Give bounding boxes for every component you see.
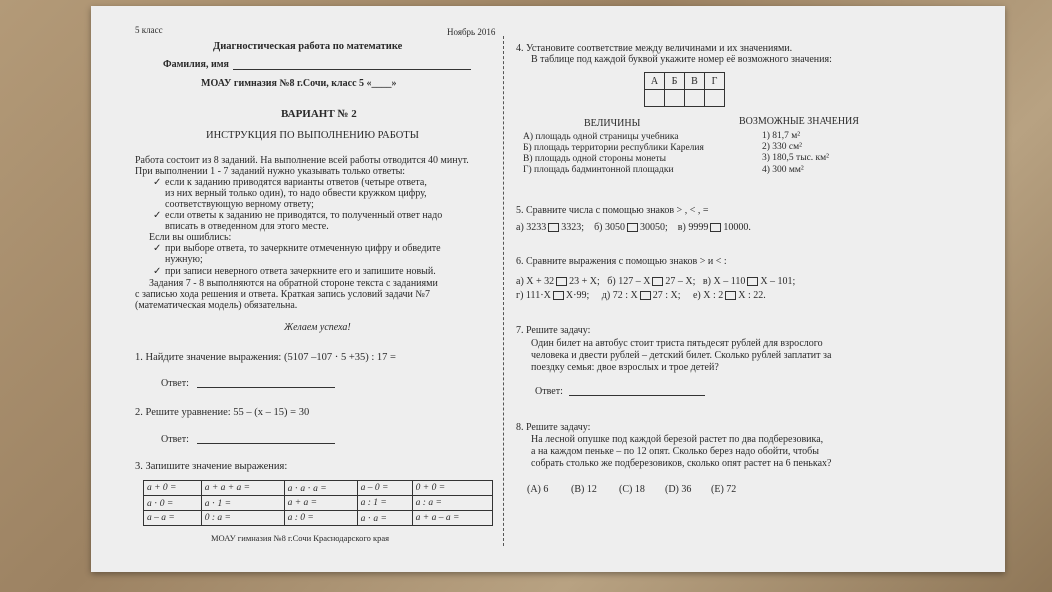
table-cell[interactable]: а + а – а = <box>412 511 492 526</box>
table-row <box>144 481 493 496</box>
instr-p3b: с записью хода решения и ответа. Краткая запись условий задачи №7 <box>135 289 430 300</box>
instr-bullet1: ✓ если к заданию приводятся варианты ответов (четыре ответа, <box>153 177 427 188</box>
task8-label: 8. Решите задачу: <box>516 422 591 433</box>
table-cell[interactable]: а ⋅ а = <box>357 511 412 526</box>
task4-col2: ВОЗМОЖНЫЕ ЗНАЧЕНИЯ <box>739 116 859 127</box>
name-label: Фамилия, имя <box>163 59 229 70</box>
check-icon: ✓ <box>153 210 162 221</box>
instr-errors: Если вы ошиблись: <box>149 232 232 243</box>
compare-box[interactable] <box>556 277 567 286</box>
check-icon: ✓ <box>153 177 162 188</box>
task7-line3: поездку семья: двое взрослых и трое детей? <box>531 362 719 373</box>
task5-a-left: а) 3233 <box>516 222 547 233</box>
compare-box[interactable] <box>553 291 564 300</box>
instr-bullet3b: нужную; <box>165 254 203 265</box>
compare-box[interactable] <box>640 291 651 300</box>
table-cell[interactable]: а – 0 = <box>357 481 412 496</box>
task3-label: 3. Запишите значение выражения: <box>135 461 288 472</box>
task6-e-right: 27 : Х; <box>652 290 681 301</box>
task5-row <box>516 222 751 233</box>
table-cell[interactable]: а ⋅ 1 = <box>201 496 284 511</box>
check-icon: ✓ <box>153 243 162 254</box>
task8-option-e[interactable]: (Е) 72 <box>711 484 737 495</box>
worksheet <box>91 6 1005 572</box>
compare-box[interactable] <box>725 291 736 300</box>
instr-p2: При выполнении 1 - 7 заданий нужно указывать только ответы: <box>135 166 406 177</box>
task6-row1 <box>516 276 795 287</box>
table-header: А <box>645 73 665 90</box>
task4-value-1: 1) 81,7 м² <box>762 131 801 141</box>
task8-option-d[interactable]: (D) 36 <box>665 484 692 495</box>
task5-a-right: 3323; <box>561 222 585 233</box>
instr-bullet2: ✓ если ответы к заданию не приводятся, то полученный ответ надо <box>153 210 443 221</box>
variant-title: ВАРИАНТ № 2 <box>281 108 357 120</box>
task7-line2: человека и двести рублей – детский билет. Сколько рублей заплатит за <box>531 350 832 361</box>
instr-bullet1b: из них верный только один), то надо обвести кружком цифру, <box>165 188 427 199</box>
table-cell[interactable]: а : 0 = <box>284 511 357 526</box>
grade-label: 5 класс <box>135 25 163 35</box>
table-cell[interactable]: а + 0 = <box>144 481 202 496</box>
task6-d-left: г) 111⋅Х <box>516 290 551 301</box>
task4-answer-table <box>644 72 725 107</box>
task6-a-right: 23 + Х; <box>569 276 600 287</box>
task1-answer-line[interactable] <box>197 387 335 388</box>
doc-title: Диагностическая работа по математике <box>213 41 403 52</box>
instr-bullet1c: соответствующую верному ответу; <box>165 199 314 210</box>
instr-bullet4: ✓ при записи неверного ответа зачеркните его и запишите новый. <box>153 266 436 277</box>
table-row <box>144 496 493 511</box>
task2-answer-line[interactable] <box>197 443 335 444</box>
answer-cell[interactable] <box>705 90 725 107</box>
task2-answer-label: Ответ: <box>161 434 189 445</box>
page-footer: МОАУ гимназия №8 г.Сочи Краснодарского края <box>211 533 390 543</box>
task4-item-a: А) площадь одной страницы учебника <box>523 132 679 142</box>
table-cell[interactable]: а + а + а = <box>201 481 284 496</box>
school-label: МОАУ гимназия №8 г.Сочи, класс 5 «____» <box>201 78 397 89</box>
task4-value-4: 4) 300 мм² <box>762 165 804 175</box>
task6-e-left: д) 72 : Х <box>601 290 638 301</box>
compare-box[interactable] <box>548 223 559 232</box>
task8-option-b[interactable]: (В) 12 <box>571 484 597 495</box>
task7-label: 7. Решите задачу: <box>516 325 591 336</box>
instr-bullet2b: вписать в отведенном для этого месте. <box>165 221 329 232</box>
task3-table <box>143 480 493 526</box>
task4-col1: ВЕЛИЧИНЫ <box>584 118 641 129</box>
date-label: Ноябрь 2016 <box>447 27 496 37</box>
table-header: Б <box>665 73 685 90</box>
table-cell[interactable]: а + а = <box>284 496 357 511</box>
task6-label: 6. Сравните выражения с помощью знаков > и < : <box>516 256 727 267</box>
answer-cell[interactable] <box>645 90 665 107</box>
task6-row2 <box>516 290 766 301</box>
task8-option-c[interactable]: (С) 18 <box>619 484 645 495</box>
task2-label: 2. Решите уравнение: 55 – (х – 15) = 30 <box>135 407 310 418</box>
table-row <box>645 90 725 107</box>
task1-answer-label: Ответ: <box>161 378 189 389</box>
table-cell[interactable]: а : 1 = <box>357 496 412 511</box>
compare-box[interactable] <box>652 277 663 286</box>
compare-box[interactable] <box>747 277 758 286</box>
task4-item-c: В) площадь одной стороны монеты <box>523 154 667 164</box>
task5-label: 5. Сравните числа с помощью знаков > , < , = <box>516 205 709 216</box>
table-cell[interactable]: а – а = <box>144 511 202 526</box>
instr-p3c: (математическая модель) обязательна. <box>135 300 298 311</box>
task1-label: 1. Найдите значение выражения: (5107 –107 ⋅ 5 +35) : 17 = <box>135 352 396 363</box>
task4-value-3: 3) 180,5 тыс. км² <box>762 153 830 163</box>
task5-c-right: 10000. <box>723 222 751 233</box>
check-icon: ✓ <box>153 266 162 277</box>
task6-d-right: Х⋅99; <box>565 290 590 301</box>
compare-box[interactable] <box>627 223 638 232</box>
table-row <box>144 511 493 526</box>
task6-b-right: 27 – Х; <box>665 276 696 287</box>
task4-label: 4. Установите соответствие между величинами и их значениями. <box>516 43 793 54</box>
table-header: Г <box>705 73 725 90</box>
task4-item-b: Б) площадь территории республики Карелия <box>523 143 704 153</box>
task4-item-d: Г) площадь бадминтонной площадки <box>523 165 674 175</box>
task5-c-left: в) 9999 <box>677 222 709 233</box>
task6-c-right: Х – 101; <box>760 276 796 287</box>
table-cell[interactable]: а ⋅ а ⋅ а = <box>284 481 357 496</box>
task5-b-left: б) 3050 <box>594 222 625 233</box>
instr-bullet3: ✓ при выборе ответа, то зачеркните отмеченную цифру и обведите <box>153 243 441 254</box>
table-cell[interactable]: 0 : а = <box>201 511 284 526</box>
answer-cell[interactable] <box>665 90 685 107</box>
page-divider <box>503 36 505 546</box>
table-cell[interactable]: а : а = <box>412 496 492 511</box>
task6-b-left: б) 127 – Х <box>607 276 651 287</box>
instr-p1: Работа состоит из 8 заданий. На выполнение всей работы отводится 40 минут. <box>135 155 469 166</box>
table-row <box>645 73 725 90</box>
task4-label2: В таблице под каждой буквой укажите номер её возможного значения: <box>531 54 832 65</box>
task6-f-left: е) Х : 2 <box>692 290 724 301</box>
task6-c-left: в) Х – 110 <box>702 276 746 287</box>
task8-line2: а на каждом пеньке – по 12 опят. Сколько берез надо обойти, чтобы <box>531 446 819 457</box>
table-cell[interactable]: 0 + 0 = <box>412 481 492 496</box>
task8-line1: На лесной опушке под каждой березой растет по два подберезовика, <box>531 434 824 445</box>
task6-a-left: а) Х + 32 <box>516 276 555 287</box>
task6-f-right: Х : 22. <box>738 290 766 301</box>
answer-cell[interactable] <box>685 90 705 107</box>
wish-text: Желаем успеха! <box>284 322 351 333</box>
task4-value-2: 2) 330 см² <box>762 142 802 152</box>
task7-answer-label: Ответ: <box>535 386 563 397</box>
name-line[interactable] <box>233 69 471 70</box>
instr-p3a: Задания 7 - 8 выполняются на обратной стороне текста с заданиями <box>149 278 438 289</box>
task5-b-right: 30050; <box>639 222 668 233</box>
compare-box[interactable] <box>710 223 721 232</box>
task8-option-a[interactable]: (А) 6 <box>527 484 549 495</box>
instruction-title: ИНСТРУКЦИЯ ПО ВЫПОЛНЕНИЮ РАБОТЫ <box>206 130 419 141</box>
task7-answer-line[interactable] <box>569 395 705 396</box>
task8-line3: собрать столько же подберезовиков, сколько опят растет на 6 пеньках? <box>531 458 832 469</box>
table-cell[interactable]: а ⋅ 0 = <box>144 496 202 511</box>
task7-line1: Один билет на автобус стоит триста пятьдесят рублей для взрослого <box>531 338 823 349</box>
table-header: В <box>685 73 705 90</box>
